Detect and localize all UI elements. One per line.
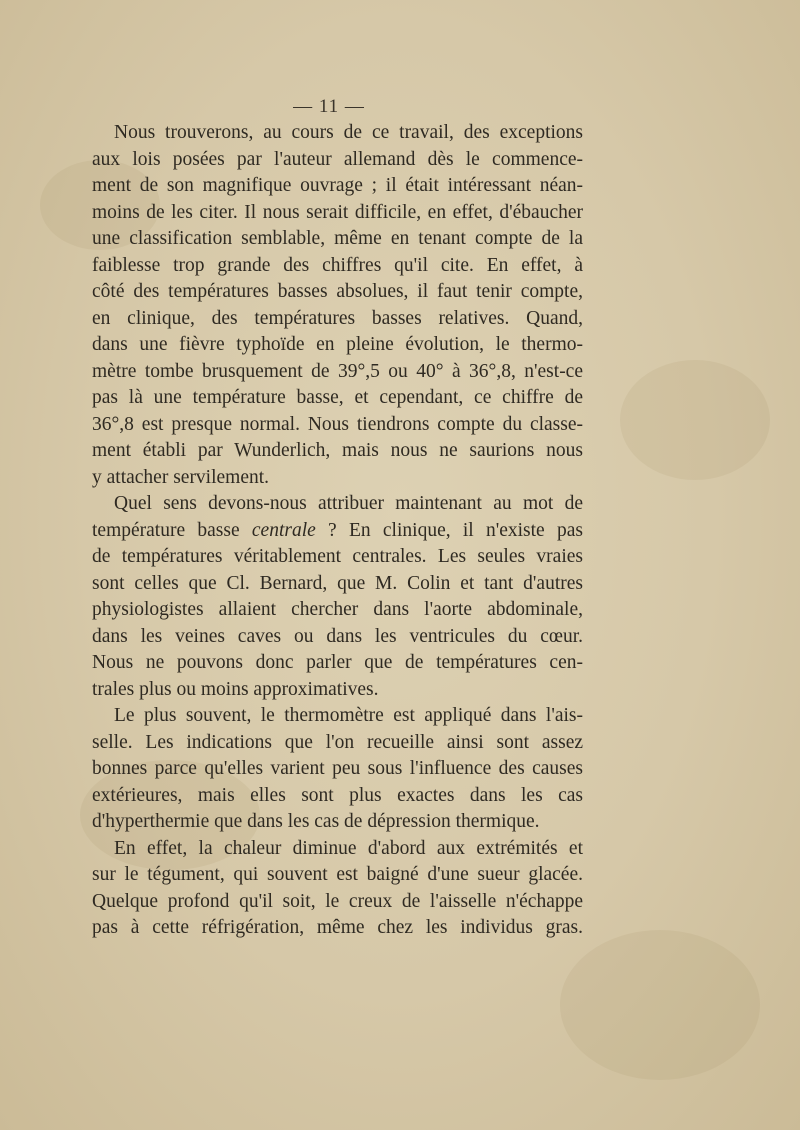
- text-line: Quel sens devons-nous attribuer maintenant au mot de: [114, 493, 583, 514]
- body-text: [92, 120, 583, 942]
- paragraph-1: [92, 120, 583, 491]
- text-line-with-emphasis: [92, 518, 583, 545]
- text-line: physiologistes allaient chercher dans l'aorte abdominale,: [92, 599, 583, 620]
- text-line: extérieures, mais elles sont plus exactes dans les cas: [92, 784, 583, 806]
- text-line: trales plus ou moins approximatives.: [92, 678, 379, 700]
- paper-stain: [620, 360, 770, 480]
- text-line: En effet, la chaleur diminue d'abord aux extrémités et: [114, 837, 583, 859]
- text-line: faiblesse trop grande des chiffres qu'il cite. En effet, à: [92, 254, 583, 276]
- paragraph-3: [92, 703, 583, 836]
- text-line: mètre tombe brusquement de 39°,5 ou 40° à 36°,8, n'est-ce: [92, 360, 583, 382]
- text-line: sur le tégument, qui souvent est baigné d'une sueur glacée.: [92, 864, 583, 885]
- paragraph-2: [92, 491, 583, 703]
- text-line: ment de son magnifique ouvrage ; il était intéressant néan-: [92, 175, 583, 196]
- text-line: une classification semblable, même en tenant compte de la: [92, 228, 583, 249]
- page-number: — 11 —: [293, 96, 365, 117]
- text-line: moins de les citer. Il nous serait difficile, en effet, d'ébaucher: [92, 201, 583, 223]
- text-line: selle. Les indications que l'on recueille ainsi sont assez: [92, 731, 583, 753]
- text-line: Nous trouverons, au cours de ce travail, des exceptions: [114, 122, 583, 143]
- text-segment: température basse: [92, 519, 252, 541]
- text-line: de températures véritablement centrales. Les seules vraies: [92, 546, 583, 567]
- text-line: pas là une température basse, et cependant, ce chiffre de: [92, 387, 583, 408]
- text-line: côté des températures basses absolues, il faut tenir compte,: [92, 281, 583, 302]
- text-line: aux lois posées par l'auteur allemand dès le commence-: [92, 148, 583, 170]
- paragraph-4: [92, 836, 583, 942]
- text-line: d'hyperthermie que dans les cas de dépression thermique.: [92, 811, 540, 832]
- text-line: Le plus souvent, le thermomètre est appliqué dans l'ais-: [114, 705, 583, 726]
- text-line: ment établi par Wunderlich, mais nous ne saurions nous: [92, 440, 583, 461]
- text-line: y attacher servilement.: [92, 466, 270, 488]
- text-line: dans une fièvre typhoïde en pleine évolution, le thermo-: [92, 334, 583, 355]
- text-line: en clinique, des températures basses relatives. Quand,: [92, 307, 583, 329]
- text-line: dans les veines caves ou dans les ventricules du cœur.: [92, 625, 583, 647]
- text-line: 36°,8 est presque normal. Nous tiendrons compte du classe-: [92, 413, 583, 435]
- text-line: Nous ne pouvons donc parler que de températures cen-: [92, 652, 583, 673]
- text-line: pas à cette réfrigération, même chez les individus gras.: [92, 917, 583, 938]
- paper-stain: [560, 930, 760, 1080]
- emphasis-centrale: centrale: [251, 519, 316, 541]
- text-segment: ? En clinique, il n'existe pas: [315, 519, 583, 541]
- text-line: Quelque profond qu'il soit, le creux de l'aisselle n'échappe: [92, 890, 583, 912]
- text-line: bonnes parce qu'elles varient peu sous l'influence des causes: [92, 758, 583, 779]
- text-line: sont celles que Cl. Bernard, que M. Colin et tant d'autres: [92, 572, 583, 594]
